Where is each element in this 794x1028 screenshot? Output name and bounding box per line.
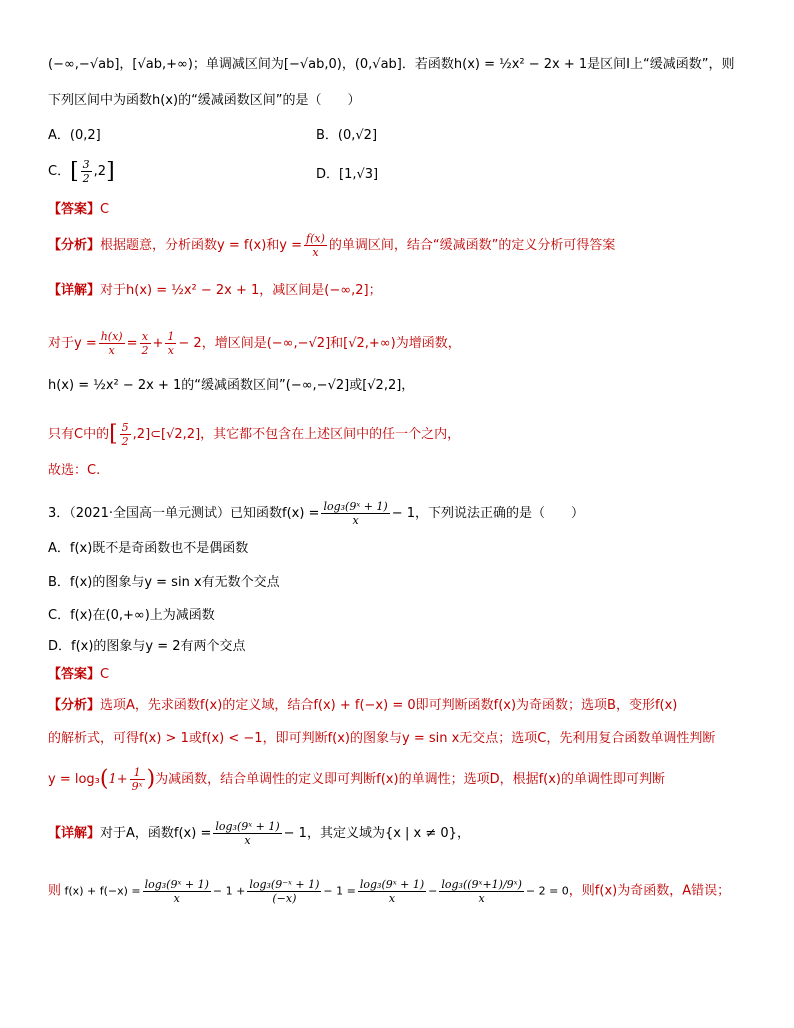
frac-den: x [244, 834, 251, 847]
answer-tag: 【答案】 [48, 202, 101, 217]
frac-num: f(x) [306, 232, 325, 245]
frac-den: 9ˣ [131, 780, 143, 793]
option-b: B．(0,√2] [316, 128, 378, 143]
frac-num: 1 [167, 330, 175, 343]
analysis-tag: 【分析】 [48, 238, 101, 253]
analysis-2-line-2: 的解析式，可得f(x) > 1或f(x) < −1，即可判断f(x)的图象与y = sin x无交点；选项C，先利用复合函数单调性判断 [48, 731, 716, 746]
analysis-3-a: y = log₃ [48, 772, 100, 787]
detail-2-b: − 2，增区间是(−∞,−√2]和[√2,+∞)为增函数， [178, 336, 461, 351]
analysis-2-line-1 [48, 697, 677, 715]
analysis-text-b: 的单调区间，结合“缓减函数”的定义分析可得答案 [328, 238, 616, 253]
detail-2-frac-1 [99, 330, 125, 357]
detail-7-e: − 2 = 0 [525, 884, 569, 898]
text-line-1: (−∞,−√ab]，[√ab,+∞)；单调减区间为[−√ab,0)，(0,√ab]．若函数h(x) = ½x² − 2x + 1是区间I上“缓减函数”，则 [48, 57, 735, 72]
answer-2 [48, 666, 109, 684]
paren-close: ) [146, 766, 156, 792]
detail-2 [48, 330, 461, 357]
detail-text: 对于h(x) = ½x² − 2x + 1，减区间是(−∞,2]； [100, 283, 382, 298]
frac-den: 2 [141, 344, 149, 357]
question-3-b: − 1，下列说法正确的是（ ） [391, 506, 585, 521]
analysis-3-b: 为减函数，结合单调性的定义即可判断f(x)的单调性；选项D，根据f(x)的单调性即可判断 [155, 772, 665, 787]
frac-den: 2 [121, 435, 129, 448]
option-a: A．(0,2] [48, 128, 101, 143]
question-3 [48, 500, 584, 527]
detail-4-a: 只有C中的 [48, 427, 110, 442]
frac-num: log₃(9ˣ + 1) [215, 820, 280, 833]
detail-4-frac [120, 421, 131, 448]
option-c-fraction [81, 158, 92, 185]
frac-num: log₃(9ˣ + 1) [323, 500, 388, 513]
frac-num: h(x) [100, 330, 123, 343]
detail-4-b: ,2]⊂[√2,2]，其它都不包含在上述区间中的任一个之内， [132, 427, 461, 442]
detail-7-frac-1 [143, 878, 211, 905]
frac-num: log₃(9⁻ˣ + 1) [249, 878, 320, 891]
analysis-text-a: 根据题意，分析函数y = f(x)和y = [100, 238, 302, 253]
frac-den: x [478, 892, 485, 905]
detail-7-d: − [428, 884, 438, 898]
q3-option-a: A．f(x)既不是奇函数也不是偶函数 [48, 541, 249, 556]
detail-7-a: f(x) + f(−x) = [64, 884, 141, 898]
question-3-a: 3．（2021·全国高一单元测试）已知函数f(x) = [48, 506, 320, 521]
option-c [48, 158, 115, 185]
detail-tag: 【详解】 [48, 826, 101, 841]
answer-1 [48, 201, 109, 219]
q3-option-c: C．f(x)在(0,+∞)上为减函数 [48, 608, 215, 623]
frac-den: x [167, 344, 175, 357]
frac-num: 5 [121, 421, 129, 434]
detail-7-frac-4 [439, 878, 524, 905]
option-c-rest: ,2 [93, 164, 107, 179]
detail-5: 故选：C. [48, 463, 101, 478]
analysis-1 [48, 232, 615, 259]
frac-den: (−x) [272, 892, 297, 905]
frac-num: 3 [82, 158, 90, 171]
bracket-close: ] [106, 159, 115, 184]
frac-den: x [312, 246, 319, 259]
detail-2-frac-3 [165, 330, 176, 357]
detail-tag: 【详解】 [48, 283, 101, 298]
detail-7-c: − 1 = [323, 884, 356, 898]
question-3-frac [321, 500, 389, 527]
detail-6 [48, 820, 470, 847]
paren-open: ( [99, 766, 109, 792]
detail-6-a: 对于A，函数f(x) = [100, 826, 212, 841]
answer-value: C [100, 202, 110, 217]
detail-6-b: − 1，其定义域为{x | x ≠ 0}， [283, 826, 470, 841]
analysis-text: 选项A，先求函数f(x)的定义域，结合f(x) + f(−x) = 0即可判断函数f(x)为奇函数；选项B，变形f(x) [100, 698, 678, 713]
detail-1 [48, 282, 382, 300]
option-c-label: C． [48, 164, 71, 179]
frac-num: log₃(9ˣ + 1) [359, 878, 425, 891]
option-d: D．[1,√3] [316, 167, 379, 182]
detail-4 [48, 421, 460, 448]
frac-den: x [388, 892, 396, 905]
detail-3: h(x) = ½x² − 2x + 1的“缓减函数区间”(−∞,−√2]或[√2,2]， [48, 378, 415, 393]
frac-den: x [352, 514, 359, 527]
frac-num: log₃(9ˣ + 1) [144, 878, 209, 891]
answer-tag: 【答案】 [48, 667, 101, 682]
detail-7-frac-2 [247, 878, 321, 905]
one: 1+ [108, 772, 128, 787]
analysis-2-line-3 [48, 766, 665, 793]
frac-den: x [108, 344, 115, 357]
detail-7-then: 则 [48, 883, 62, 899]
bracket-open: [ [70, 159, 79, 184]
frac-den: x [173, 892, 180, 905]
analysis-3-frac [130, 766, 145, 793]
detail-2-plus: + [152, 336, 164, 351]
analysis-tag: 【分析】 [48, 698, 101, 713]
detail-2-eq: = [126, 336, 138, 351]
answer-value: C [100, 667, 110, 682]
q3-option-b: B．f(x)的图象与y = sin x有无数个交点 [48, 575, 280, 590]
detail-7 [48, 878, 730, 905]
detail-7-post: ，则f(x)为奇函数，A错误； [568, 883, 731, 899]
frac-den: 2 [82, 172, 90, 185]
bracket-open: [ [109, 421, 118, 447]
detail-2-a: 对于y = [48, 336, 97, 351]
frac-num: 1 [130, 766, 145, 780]
detail-7-frac-3 [358, 878, 426, 905]
detail-7-b: − 1 + [212, 884, 246, 898]
detail-6-frac [213, 820, 281, 847]
analysis-fraction [304, 232, 327, 259]
q3-option-d: D．f(x)的图象与y = 2有两个交点 [48, 639, 246, 654]
text-line-2: 下列区间中为函数h(x)的“缓减函数区间”的是（ ） [48, 93, 361, 108]
detail-2-frac-2 [140, 330, 151, 357]
frac-num: log₃((9ˣ+1)/9ˣ) [441, 878, 522, 891]
frac-num: x [140, 330, 151, 344]
